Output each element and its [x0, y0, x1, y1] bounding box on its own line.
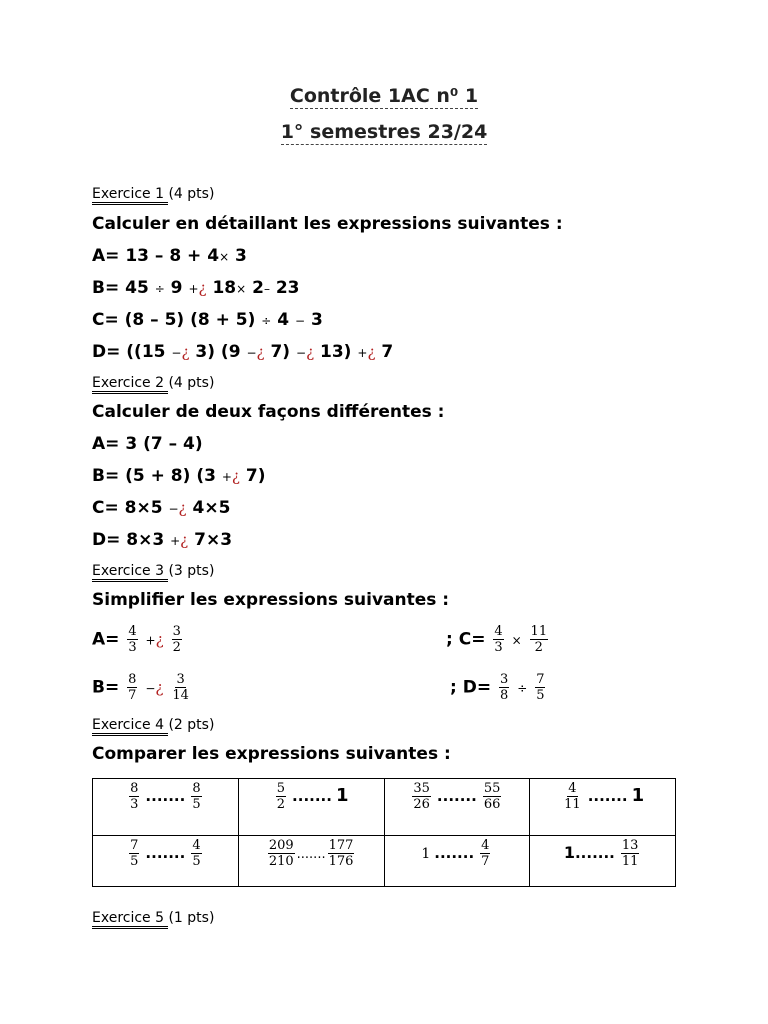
- ex1-expression-c: C= (8 – 5) (8 + 5) ÷ 4 − 3: [92, 310, 323, 330]
- exercise-1-heading: Exercice 1 (4 pts): [92, 186, 214, 202]
- ex3-expression-c: ; C= $\frac{4}{3}$ × $\frac{11}{2}$: [446, 624, 548, 655]
- comparison-cell: $\frac{4}{11}$ ....... 1: [530, 779, 676, 836]
- ex2-expression-d: D= 8×3 +¿ 7×3: [92, 530, 233, 550]
- ex1-expression-b: B= 45 ÷ 9 +¿ 18× 2– 23: [92, 278, 300, 298]
- comparison-cell: 1....... $\frac{13}{11}$: [530, 836, 676, 887]
- exercise-2-heading: Exercice 2 (4 pts): [92, 375, 214, 391]
- exercise-5-heading: Exercice 5 (1 pts): [92, 910, 214, 926]
- comparison-table: [92, 778, 676, 887]
- ex3-expression-d: ; D= $\frac{3}{8}$ ÷ $\frac{7}{5}$: [450, 672, 545, 703]
- ex3-expression-b: B= $\frac{8}{7}$ −¿ $\frac{3}{14}$: [92, 672, 189, 703]
- ex2-expression-b: B= (5 + 8) (3 +¿ 7): [92, 466, 266, 486]
- comparison-cell: $\frac{7}{5}$ ....... $\frac{4}{5}$: [93, 836, 239, 887]
- table-row: [93, 779, 676, 836]
- ex2-expression-a: A= 3 (7 – 4): [92, 434, 203, 454]
- comparison-cell: $\frac{5}{2}$ ....... 1: [238, 779, 384, 836]
- comparison-cell: $\frac{35}{26}$ ....... $\frac{55}{66}$: [384, 779, 530, 836]
- ex2-expression-c: C= 8×5 −¿ 4×5: [92, 498, 231, 518]
- table-row: [93, 836, 676, 887]
- comparison-cell: 1 ....... $\frac{4}{7}$: [384, 836, 530, 887]
- exercise-4-heading: Exercice 4 (2 pts): [92, 717, 214, 733]
- ex1-expression-a: A= 13 – 8 + 4× 3: [92, 246, 247, 266]
- exercise-3-instruction: Simplifier les expressions suivantes :: [92, 590, 450, 610]
- exercise-1-instruction: Calculer en détaillant les expressions suivantes :: [92, 214, 563, 234]
- exercise-2-instruction: Calculer de deux façons différentes :: [92, 402, 445, 422]
- exercise-4-instruction: Comparer les expressions suivantes :: [92, 744, 451, 764]
- exercise-3-heading: Exercice 3 (3 pts): [92, 563, 214, 579]
- ex1-expression-d: D= ((15 −¿ 3) (9 −¿ 7) −¿ 13) +¿ 7: [92, 342, 394, 362]
- page-subtitle: 1° semestres 23/24: [280, 121, 488, 143]
- comparison-cell: $\frac{209}{210}$ ....... $\frac{177}{176}$: [238, 836, 384, 887]
- comparison-cell: $\frac{8}{3}$ ....... $\frac{8}{5}$: [93, 779, 239, 836]
- ex3-expression-a: A= $\frac{4}{3}$ +¿ $\frac{3}{2}$: [92, 624, 181, 655]
- page-title: Contrôle 1AC n⁰ 1: [289, 85, 479, 107]
